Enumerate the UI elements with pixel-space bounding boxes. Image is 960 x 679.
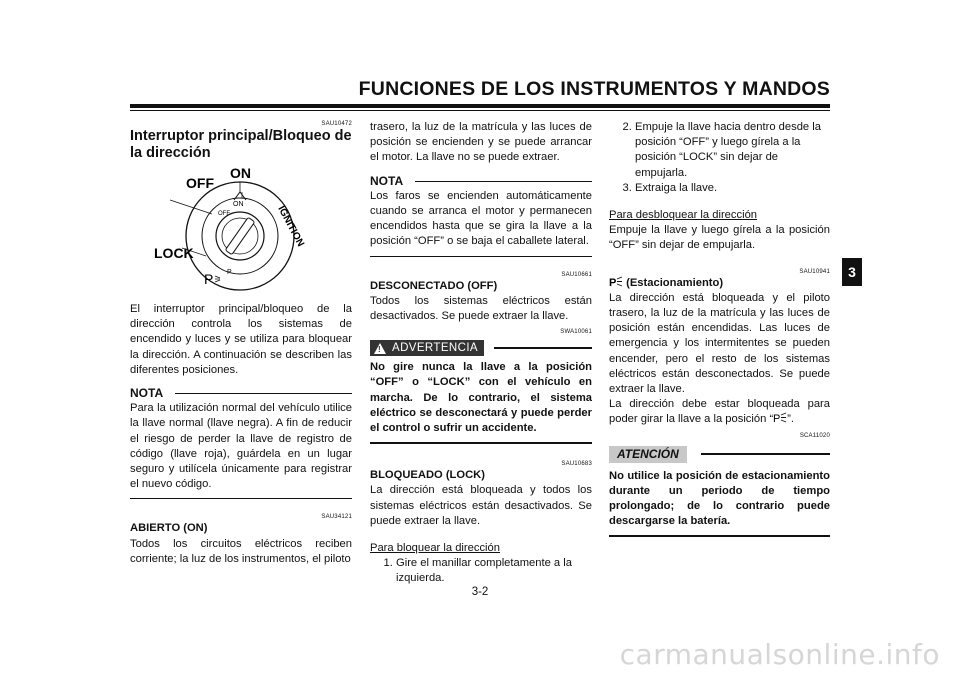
svg-text:P: P <box>773 413 781 424</box>
ring-ignition-text: IGNITION <box>275 204 306 249</box>
column-1 <box>130 120 352 567</box>
label-on: ON <box>230 168 251 181</box>
off-title: DESCONECTADO (OFF) <box>370 279 498 292</box>
on-text: Todos los circuitos eléctricos reciben corriente; la luz de los instrumentos, el piloto <box>130 537 352 565</box>
header-rule-thin <box>130 110 830 111</box>
intro-paragraph: El interruptor principal/bloqueo de la dirección controla los sistemas de encendido y luces y se utiliza para bloquear la dirección. A continuación se describen las diferentes posiciones. <box>130 303 352 376</box>
nota-rule <box>175 393 352 394</box>
caution-end-rule <box>609 535 830 537</box>
parking-light-icon <box>609 276 623 287</box>
label-lock: LOCK <box>154 245 194 261</box>
warning-rule <box>494 347 592 349</box>
lock-text: La dirección está bloqueada y todos los sistemas eléctricos están desactivados. Se puede extraer la llave. <box>370 484 592 527</box>
on-title: ABIERTO (ON) <box>130 522 208 535</box>
off-text: Todos los sistemas eléctricos están desactivados. Se puede extraer la llave. <box>370 294 592 323</box>
caution-label: ATENCIÓN <box>609 446 687 463</box>
section-code: SWA10061 <box>560 329 592 336</box>
ignition-switch-illustration <box>130 168 352 296</box>
section-code: SAU10661 <box>561 271 592 278</box>
park-text: La dirección está bloqueada y el piloto trasero, la luz de la matrícula y las luces de posición están encendidas. Las luces de emergencia y los intermitentes se pueden encender, pero el resto de los sistemas eléctricos están desconectados. Se puede extraer la llave. <box>609 291 830 396</box>
section-title: Interruptor principal/Bloqueo de la dirección <box>130 128 352 161</box>
label-off: OFF <box>186 175 214 191</box>
column-3 <box>609 120 830 537</box>
caution-text: No utilice la posición de estacionamiento durante un periodo de tiempo prolongado; de lo contrario puede descargarse la batería. <box>609 469 830 528</box>
caution-rule <box>701 453 830 455</box>
nota-text: Los faros se encienden automáticamente cuando se arranca el motor y permanecen encendidos hasta que se gira la llave a la posición “OFF” o se baja el caballete lateral. <box>370 189 592 248</box>
nota-label: NOTA <box>370 173 404 188</box>
column-2 <box>370 120 592 587</box>
to-lock-step-2: 2. Empuje la llave hacia dentro desde la posición “OFF” y luego gírela a la posición “LOCK” sin dejar de empujarla. <box>635 120 830 181</box>
section-code: SAU10472 <box>321 121 352 127</box>
page-header-title: FUNCIONES DE LOS INSTRUMENTOS Y MANDOS <box>358 78 830 100</box>
warning-end-rule <box>370 442 592 444</box>
to-lock-title: Para bloquear la dirección <box>370 542 500 555</box>
header-rule <box>130 104 830 108</box>
lock-title: BLOQUEADO (LOCK) <box>370 469 485 482</box>
nota-text: Para la utilización normal del vehículo utilice la llave normal (llave negra). A fin de reducir el riesgo de perder la llave de registro de código (llave roja), guárdela en un lugar seguro y utilícela únicamente para registrar el nuevo código. <box>130 402 352 491</box>
section-code: SAU10941 <box>799 268 830 275</box>
parking-light-icon <box>773 412 787 423</box>
dial-p-mark: P <box>227 269 232 276</box>
on-text-continued: trasero, la luz de la matrícula y las luces de posición se encienden y se puede arrancar el motor. La llave no se puede extraer. <box>370 121 592 164</box>
park-title <box>609 276 830 291</box>
svg-text:P: P <box>609 276 617 287</box>
dial-off-mark: OFF <box>218 211 230 217</box>
warning-badge <box>370 340 484 356</box>
nota-label: NOTA <box>130 386 164 401</box>
nota-end-rule <box>370 256 592 257</box>
nota-end-rule <box>130 498 352 499</box>
ignition-switch-figure <box>130 168 352 296</box>
page-number: 3-2 <box>471 586 489 598</box>
to-lock-step-1: 1. Gire el manillar completamente a la izquierda. <box>396 556 592 586</box>
to-unlock-text: Empuje la llave y luego gírela a la posición “OFF” sin dejar de empujarla. <box>609 224 830 252</box>
to-unlock-title: Para desbloquear la dirección <box>609 209 758 222</box>
watermark: carmanualsonline.info <box>619 638 940 671</box>
warning-triangle-icon: ! <box>374 343 386 354</box>
park-title-text: (Estacionamiento) <box>626 276 724 289</box>
parking-light-icon <box>215 276 220 282</box>
warning-label: ADVERTENCIA <box>392 342 478 355</box>
warning-text: No gire nunca la llave a la posición “OFF” o “LOCK” con el vehículo en marcha. De lo contrario, el sistema eléctrico se desconectará y puede perder el control o sufrir un accidente. <box>370 361 592 435</box>
to-lock-step-3: 3. Extraiga la llave. <box>635 181 830 196</box>
label-parking: P <box>204 271 214 287</box>
section-code: SAU34121 <box>321 514 352 521</box>
caution-heading <box>609 446 830 463</box>
nota-heading <box>130 386 352 401</box>
section-code: SAU10683 <box>561 461 592 468</box>
section-code: SCA11020 <box>799 432 830 439</box>
to-lock-steps <box>370 556 592 586</box>
nota-rule <box>415 181 592 182</box>
to-lock-steps-continued <box>609 120 830 196</box>
park-text-2: La dirección debe estar bloqueada para poder girar la llave a la posición “ P ”. <box>609 398 830 426</box>
nota-heading <box>370 174 592 189</box>
chapter-tab[interactable]: 3 <box>842 258 862 286</box>
dial-on-mark: ON <box>233 201 244 208</box>
warning-heading <box>370 340 592 356</box>
